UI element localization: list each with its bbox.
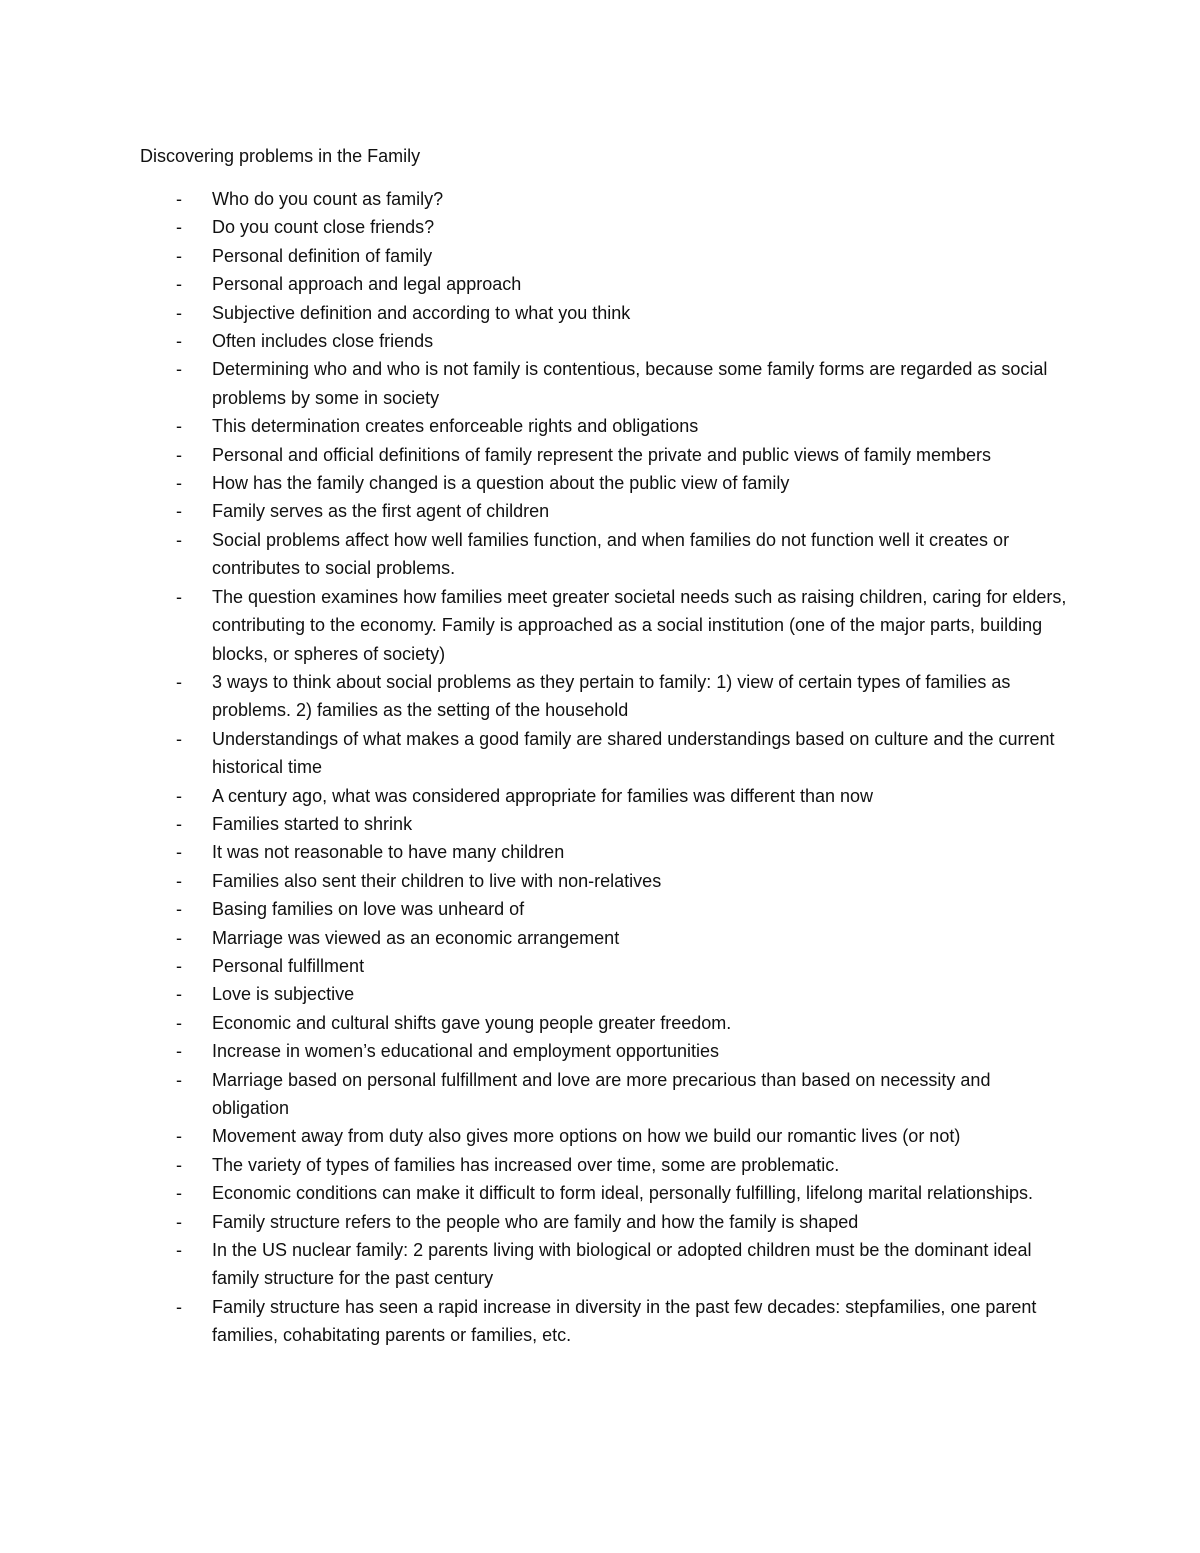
bullet-dash: - [176, 927, 182, 948]
list-item-text: Who do you count as family? [212, 189, 444, 209]
bullet-dash: - [176, 813, 182, 834]
bullet-dash: - [176, 1211, 182, 1232]
list-item [140, 469, 1070, 497]
list-item-text: It was not reasonable to have many children [212, 842, 565, 863]
bullet-dash: - [176, 1126, 182, 1147]
list-item [140, 1208, 1070, 1236]
list-item [140, 213, 1070, 241]
document-title: Discovering problems in the Family [140, 146, 421, 166]
list-item-text: In the US nuclear family: 2 parents living with biological or adopted children must be the dominant ideal family structure for the past century [212, 1240, 1032, 1289]
list-item-text: Personal definition of family [212, 245, 433, 266]
list-item [140, 1293, 1070, 1350]
list-item [140, 185, 1070, 213]
list-item [140, 980, 1070, 1008]
list-item [140, 895, 1070, 923]
list-item-text: Often includes close friends [212, 331, 434, 352]
list-item-text: Personal fulfillment [212, 955, 365, 976]
list-item-text: Movement away from duty also gives more options on how we build our romantic lives (or not) [212, 1126, 961, 1147]
list-item [140, 838, 1070, 866]
list-item-text: The question examines how families meet greater societal needs such as raising children, caring for elders, contributing to the economy. Family is approached as a social institution (one of the major parts, building blocks, or spheres of society) [212, 586, 1067, 664]
list-item [140, 1066, 1070, 1123]
list-item [140, 1122, 1070, 1150]
list-item [140, 810, 1070, 838]
bullet-dash: - [176, 1012, 182, 1033]
bullet-dash: - [176, 671, 182, 692]
bullet-dash: - [176, 586, 182, 607]
bullet-dash: - [176, 274, 182, 295]
list-item-text: Determining who and who is not family is contentious, because some family forms are regarded as social problems by some in society [212, 359, 1048, 408]
bullet-dash: - [176, 955, 182, 976]
bullet-dash: - [176, 842, 182, 863]
list-item [140, 441, 1070, 469]
bullet-dash: - [176, 1069, 182, 1090]
bullet-dash: - [176, 984, 182, 1005]
bullet-dash: - [176, 501, 182, 522]
list-item [140, 782, 1070, 810]
list-item [140, 1179, 1070, 1207]
list-item-text: Marriage was viewed as an economic arrangement [212, 927, 620, 948]
list-item-text: The variety of types of families has increased over time, some are problematic. [212, 1154, 840, 1175]
list-item-text: Economic and cultural shifts gave young people greater freedom. [212, 1012, 732, 1033]
list-item [140, 867, 1070, 895]
list-item-text: Do you count close friends? [212, 217, 435, 238]
bullet-dash: - [176, 899, 182, 920]
bullet-dash: - [176, 1240, 182, 1261]
list-item-text: A century ago, what was considered appropriate for families was different than now [212, 785, 874, 806]
list-item [140, 299, 1070, 327]
list-item-text: Family serves as the first agent of children [212, 501, 550, 522]
list-item-text: This determination creates enforceable rights and obligations [212, 416, 699, 437]
bullet-dash: - [176, 728, 182, 749]
list-item [140, 242, 1070, 270]
list-item [140, 668, 1070, 725]
list-item-text: How has the family changed is a question about the public view of family [212, 473, 790, 494]
bullet-list [140, 185, 1070, 1350]
bullet-dash: - [176, 416, 182, 437]
bullet-dash: - [176, 870, 182, 891]
list-item-text: Personal approach and legal approach [212, 274, 522, 295]
list-item [140, 355, 1070, 412]
list-item-text: Social problems affect how well families function, and when families do not function well it creates or contributes to social problems. [212, 529, 1010, 579]
list-item [140, 725, 1070, 782]
list-item [140, 1236, 1070, 1293]
bullet-dash: - [176, 245, 182, 266]
list-item [140, 1151, 1070, 1179]
list-item-text: Basing families on love was unheard of [212, 899, 525, 920]
list-item-text: Economic conditions can make it difficult to form ideal, personally fulfilling, lifelong marital relationships. [212, 1183, 1034, 1204]
bullet-dash: - [176, 331, 182, 352]
list-item-text: Families also sent their children to live with non-relatives [212, 870, 662, 891]
list-item-text: Marriage based on personal fulfillment and love are more precarious than based on necessity and obligation [212, 1069, 991, 1118]
list-item-text: Increase in women’s educational and employment opportunities [212, 1041, 719, 1062]
bullet-dash: - [176, 1183, 182, 1204]
list-item-text: Subjective definition and according to what you think [212, 302, 631, 323]
bullet-dash: - [176, 1154, 182, 1175]
list-item-text: Understandings of what makes a good family are shared understandings based on culture and the current historical time [212, 728, 1055, 778]
list-item [140, 924, 1070, 952]
list-item [140, 412, 1070, 440]
list-item-text: 3 ways to think about social problems as they pertain to family: 1) view of certain types of families as problems. 2) families as the setting of the household [212, 671, 1011, 721]
bullet-dash: - [176, 217, 182, 238]
bullet-dash: - [176, 359, 182, 380]
list-item [140, 583, 1070, 668]
bullet-dash: - [176, 189, 182, 209]
bullet-dash: - [176, 1041, 182, 1062]
list-item-text: Personal and official definitions of family represent the private and public views of family members [212, 444, 992, 465]
list-item [140, 1009, 1070, 1037]
list-item [140, 497, 1070, 525]
bullet-dash: - [176, 444, 182, 465]
list-item [140, 952, 1070, 980]
list-item [140, 526, 1070, 583]
bullet-dash: - [176, 473, 182, 494]
list-item-text: Love is subjective [212, 984, 355, 1005]
list-item [140, 1037, 1070, 1065]
list-item-text: Family structure has seen a rapid increase in diversity in the past few decades: stepfamilies, one parent families, cohabitating parents or families, etc. [212, 1296, 1037, 1346]
list-item-text: Families started to shrink [212, 813, 413, 834]
bullet-dash: - [176, 302, 182, 323]
bullet-dash: - [176, 785, 182, 806]
bullet-dash: - [176, 1296, 182, 1317]
list-item [140, 327, 1070, 355]
bullet-dash: - [176, 529, 182, 550]
list-item-text: Family structure refers to the people who are family and how the family is shaped [212, 1211, 859, 1232]
list-item [140, 270, 1070, 298]
